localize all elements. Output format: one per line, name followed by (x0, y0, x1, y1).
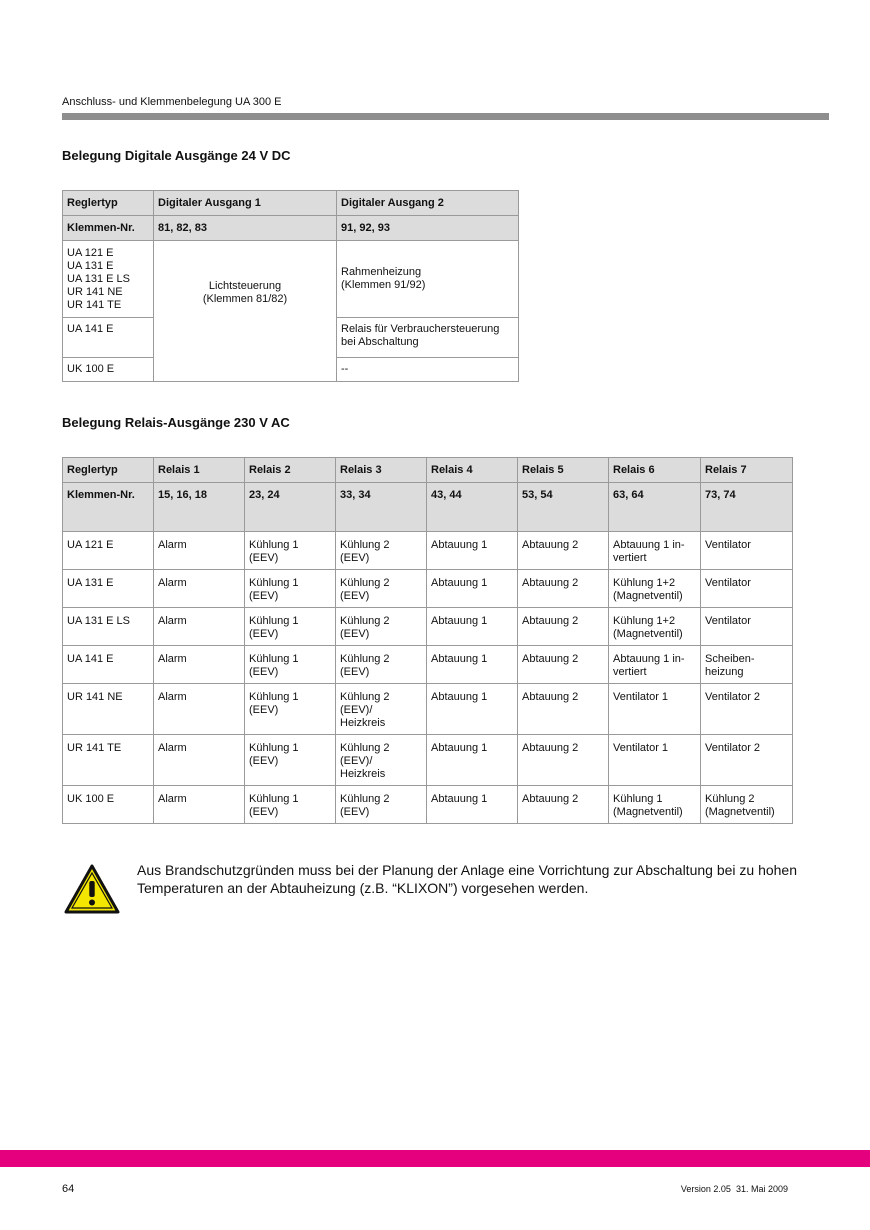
cell-line: (EEV) (249, 628, 279, 640)
relay-cell (245, 786, 336, 824)
header-cell: Reglertyp (63, 191, 154, 216)
cell-line: Abtauung 2 (522, 615, 579, 627)
cell-line: Kühlung 1 (249, 653, 299, 665)
cell-line: Abtauung 1 (431, 615, 488, 627)
relay-cell (427, 608, 518, 646)
cell-line: Ventilator 2 (705, 742, 761, 754)
reglertyp-cell (63, 684, 154, 735)
cell-line: Kühlung 2 (340, 539, 390, 551)
relay-cell (336, 786, 427, 824)
relay-cell (245, 570, 336, 608)
cell-line: Kühlung 1 (249, 577, 299, 589)
table-row (63, 735, 793, 786)
relay-cell (518, 532, 609, 570)
table-row (63, 570, 793, 608)
cell-line: Abtauung 2 (522, 653, 579, 665)
cell-line: (EEV) (249, 755, 279, 767)
header-cell: Relais 4 (427, 458, 518, 483)
cell-line: Ventilator (705, 615, 751, 627)
relay-cell (427, 786, 518, 824)
header-cell: Digitaler Ausgang 1 (154, 191, 337, 216)
reglertyp: UA 121 E (67, 247, 114, 259)
header-cell: Relais 1 (154, 458, 245, 483)
cell-line: Abtauung 1 in- (613, 539, 685, 551)
reglertyp-cell (63, 570, 154, 608)
klemmen-cell: 63, 64 (609, 483, 701, 532)
cell-line: (EEV) (249, 704, 279, 716)
relay-cell (518, 646, 609, 684)
table-header-row (63, 191, 519, 216)
reglertyp-cell (63, 532, 154, 570)
cell-line: Kühlung 1 (249, 691, 299, 703)
relay-cell (701, 684, 793, 735)
header-cell: Relais 6 (609, 458, 701, 483)
cell-line: Abtauung 1 (431, 691, 488, 703)
reglertyp: UA 131 E (67, 260, 114, 272)
cell-line: Kühlung 2 (340, 653, 390, 665)
cell-line: Kühlung 1 (249, 742, 299, 754)
cell-line: Abtauung 1 (431, 653, 488, 665)
reglertyp-cell (63, 241, 154, 318)
cell-line: (Magnetventil) (613, 628, 683, 640)
cell-line: Abtauung 2 (522, 539, 579, 551)
header-cell: Reglertyp (63, 458, 154, 483)
ausgang1-merged-cell (154, 241, 337, 382)
klemmen-cell: 53, 54 (518, 483, 609, 532)
relay-cell (427, 570, 518, 608)
version-date: 31. Mai 2009 (735, 1184, 788, 1194)
fire-safety-warning: Aus Brandschutzgründen muss bei der Planung der Anlage eine Vorrichtung zur Abschaltung bei zu hohen Temperaturen an der Abtauheizung (z.B. “KLIXON”) vorgesehen werden. (137, 862, 797, 896)
cell-line: Kühlung 2 (340, 742, 390, 754)
table-header-row (63, 458, 793, 483)
table-row (63, 684, 793, 735)
cell-line: UR 141 NE (67, 691, 123, 703)
cell-line: (EEV) (340, 590, 370, 602)
cell-line: Alarm (158, 577, 187, 589)
relay-cell (701, 735, 793, 786)
klemmen-row (63, 483, 793, 532)
cell-line: Kühlung 1 (613, 793, 663, 805)
relay-cell (427, 532, 518, 570)
cell-line: (EEV) (340, 628, 370, 640)
relay-cell (336, 646, 427, 684)
cell-line: (EEV) (340, 806, 370, 818)
relay-cell (427, 646, 518, 684)
cell-line: Kühlung 1 (249, 793, 299, 805)
cell-line: heizung (705, 666, 744, 678)
relay-cell (245, 532, 336, 570)
relay-cell (609, 608, 701, 646)
klemmen-label: Klemmen-Nr. (63, 216, 154, 241)
table-row (63, 786, 793, 824)
cell-line: Ventilator (705, 539, 751, 551)
cell-line: Abtauung 1 (431, 577, 488, 589)
cell-line: UA 121 E (67, 539, 114, 551)
relay-cell (336, 532, 427, 570)
klemmen-cell: 73, 74 (701, 483, 793, 532)
cell-line: (Klemmen 81/82) (202, 293, 288, 305)
cell-line: (Magnetventil) (705, 806, 775, 818)
relay-cell (245, 646, 336, 684)
cell-line: Kühlung 2 (705, 793, 755, 805)
cell-line: Alarm (158, 539, 187, 551)
cell-line: Kühlung 1+2 (613, 615, 676, 627)
relay-cell (336, 608, 427, 646)
cell-line: (Magnetventil) (613, 806, 683, 818)
cell-line: Ventilator (705, 577, 751, 589)
cell-line: Abtauung 1 (431, 539, 488, 551)
table-row (63, 608, 793, 646)
relay-cell (245, 735, 336, 786)
reglertyp-cell (63, 608, 154, 646)
cell-line: vertiert (613, 552, 647, 564)
relay-outputs-table (62, 457, 793, 824)
cell-line: (EEV)/ (340, 755, 373, 767)
reglertyp-cell (63, 646, 154, 684)
cell-line: Abtauung 1 (431, 793, 488, 805)
klemmen-cell: 33, 34 (336, 483, 427, 532)
relay-cell (154, 684, 245, 735)
cell-line: Scheiben- (705, 653, 755, 665)
relay-cell (609, 532, 701, 570)
reglertyp-cell (63, 735, 154, 786)
footer-accent-bar (0, 1150, 870, 1167)
reglertyp-cell: UA 141 E (63, 318, 154, 358)
cell-line: Abtauung 1 in- (613, 653, 685, 665)
reglertyp: UR 141 NE (67, 286, 123, 298)
cell-line: Ventilator 1 (613, 742, 669, 754)
running-header: Anschluss- und Klemmenbelegung UA 300 E (62, 96, 282, 108)
relay-cell (609, 684, 701, 735)
ausgang2-cell: -- (337, 358, 519, 382)
header-cell: Relais 2 (245, 458, 336, 483)
klemmen-label: Klemmen-Nr. (63, 483, 154, 532)
relay-cell (427, 684, 518, 735)
cell-line: Heizkreis (340, 768, 386, 780)
cell-line: bei Abschaltung (341, 336, 419, 348)
reglertyp: UA 131 E LS (67, 273, 130, 285)
ausgang2-cell (337, 318, 519, 358)
cell-line: UA 131 E (67, 577, 114, 589)
table-row (63, 646, 793, 684)
relay-cell (245, 684, 336, 735)
cell-line: UR 141 TE (67, 742, 122, 754)
cell-line: Kühlung 2 (340, 577, 390, 589)
reglertyp-cell (63, 786, 154, 824)
cell-line: Kühlung 2 (340, 793, 390, 805)
cell-line: vertiert (613, 666, 647, 678)
header-cell: Relais 3 (336, 458, 427, 483)
relay-cell (518, 608, 609, 646)
reglertyp-cell: UK 100 E (63, 358, 154, 382)
cell-line: Alarm (158, 615, 187, 627)
relay-cell (701, 532, 793, 570)
cell-line: (Klemmen 91/92) (341, 279, 426, 291)
cell-line: (EEV) (340, 666, 370, 678)
cell-line: Kühlung 1 (249, 539, 299, 551)
cell-line: Ventilator 1 (613, 691, 669, 703)
cell-line: Kühlung 1+2 (613, 577, 676, 589)
cell-line: Alarm (158, 793, 187, 805)
relay-cell (154, 570, 245, 608)
relay-cell (701, 608, 793, 646)
relay-cell (518, 735, 609, 786)
cell-line: Heizkreis (340, 717, 386, 729)
header-cell: Digitaler Ausgang 2 (337, 191, 519, 216)
cell-line: (Magnetventil) (613, 590, 683, 602)
relay-cell (154, 646, 245, 684)
cell-line: (EEV) (249, 806, 279, 818)
header-cell: Relais 7 (701, 458, 793, 483)
relay-cell (609, 570, 701, 608)
relay-cell (701, 646, 793, 684)
relay-cell (427, 735, 518, 786)
table-row (63, 241, 519, 318)
cell-line: Alarm (158, 653, 187, 665)
cell-line: (EEV) (249, 666, 279, 678)
cell-line: Rahmenheizung (341, 266, 422, 278)
relay-cell (154, 735, 245, 786)
cell-line: Abtauung 1 (431, 742, 488, 754)
cell-line: Relais für Verbrauchersteuerung (341, 323, 500, 335)
relay-cell (518, 786, 609, 824)
relay-cell (518, 684, 609, 735)
cell-line: Abtauung 2 (522, 577, 579, 589)
relay-cell (336, 684, 427, 735)
table-row (63, 532, 793, 570)
cell-line: (EEV) (249, 552, 279, 564)
relay-cell (701, 786, 793, 824)
relay-cell (609, 735, 701, 786)
relay-cell (154, 532, 245, 570)
cell-line: Alarm (158, 691, 187, 703)
cell-line: Abtauung 2 (522, 742, 579, 754)
digital-outputs-table (62, 190, 519, 382)
relay-outputs-title: Belegung Relais-Ausgänge 230 V AC (62, 415, 290, 430)
cell-line: UK 100 E (67, 793, 115, 805)
klemmen-cell: 91, 92, 93 (337, 216, 519, 241)
digital-outputs-title: Belegung Digitale Ausgänge 24 V DC (62, 148, 291, 163)
relay-cell (609, 646, 701, 684)
relay-cell (336, 570, 427, 608)
reglertyp: UR 141 TE (67, 299, 122, 311)
version-info (681, 1184, 788, 1194)
header-rule (62, 113, 829, 120)
page-number: 64 (62, 1183, 75, 1195)
cell-line: Kühlung 1 (249, 615, 299, 627)
relay-cell (154, 608, 245, 646)
klemmen-cell: 43, 44 (427, 483, 518, 532)
relay-cell (245, 608, 336, 646)
cell-line: Abtauung 2 (522, 691, 579, 703)
klemmen-cell: 23, 24 (245, 483, 336, 532)
klemmen-cell: 15, 16, 18 (154, 483, 245, 532)
relay-cell (609, 786, 701, 824)
cell-line: (EEV) (340, 552, 370, 564)
header-cell: Relais 5 (518, 458, 609, 483)
version-label: Version 2.05 (680, 1184, 731, 1194)
cell-line: Abtauung 2 (522, 793, 579, 805)
cell-line: Lichtsteuerung (208, 280, 282, 292)
klemmen-row (63, 216, 519, 241)
klemmen-cell: 81, 82, 83 (154, 216, 337, 241)
cell-line: UA 131 E LS (67, 615, 130, 627)
relay-cell (154, 786, 245, 824)
cell-line: (EEV)/ (340, 704, 373, 716)
cell-line: (EEV) (249, 590, 279, 602)
relay-cell (701, 570, 793, 608)
ausgang2-cell (337, 241, 519, 318)
cell-line: Alarm (158, 742, 187, 754)
warning-triangle-icon (64, 864, 120, 914)
relay-cell (336, 735, 427, 786)
relay-cell (518, 570, 609, 608)
cell-line: Kühlung 2 (340, 615, 390, 627)
cell-line: Kühlung 2 (340, 691, 390, 703)
cell-line: UA 141 E (67, 653, 114, 665)
cell-line: Ventilator 2 (705, 691, 761, 703)
